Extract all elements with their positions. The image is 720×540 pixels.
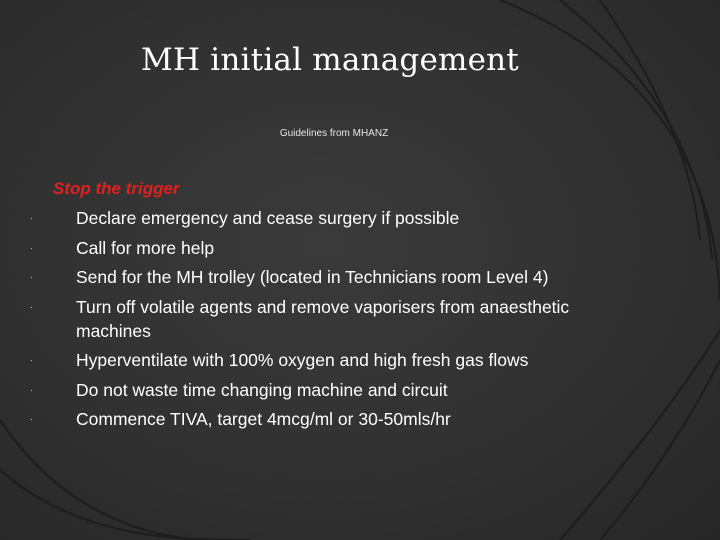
- list-item-text: Turn off volatile agents and remove vaporisers from anaesthetic machines: [76, 296, 570, 341]
- list-item: [18, 295, 618, 343]
- list-item-text: Hyperventilate with 100% oxygen and high fresh gas flows: [76, 350, 529, 370]
- list-item-text: Do not waste time changing machine and circuit: [76, 379, 448, 400]
- list-item: [18, 378, 618, 402]
- list-item: [18, 348, 618, 372]
- decorative-arc: [600, 360, 720, 540]
- section-heading: Stop the trigger: [53, 179, 180, 198]
- bullet-icon: ·: [30, 384, 33, 395]
- list-item: [18, 206, 618, 230]
- list-item: [18, 265, 618, 289]
- bullet-icon: ·: [30, 272, 33, 282]
- instruction-list: [18, 206, 618, 437]
- decorative-arc: [0, 420, 200, 540]
- list-item-text: Commence TIVA, target 4mcg/ml or 30-50mls/hr: [76, 409, 451, 429]
- list-item-text: Call for more help: [76, 237, 215, 258]
- bullet-icon: ·: [30, 242, 33, 253]
- decorative-arc: [0, 470, 250, 540]
- list-item: [18, 236, 618, 260]
- list-item: [18, 407, 618, 431]
- page-title: MH initial management: [141, 42, 519, 78]
- list-item-text: Send for the MH trolley (located in Technicians room Level 4): [76, 267, 549, 287]
- bullet-icon: ·: [30, 301, 33, 312]
- bullet-icon: ·: [30, 355, 33, 365]
- subtitle: Guidelines from MHANZ: [279, 128, 389, 139]
- list-item-text: Declare emergency and cease surgery if possible: [76, 208, 460, 228]
- bullet-icon: ·: [30, 414, 33, 424]
- decorative-arc: [600, 0, 700, 240]
- bullet-icon: ·: [30, 213, 33, 223]
